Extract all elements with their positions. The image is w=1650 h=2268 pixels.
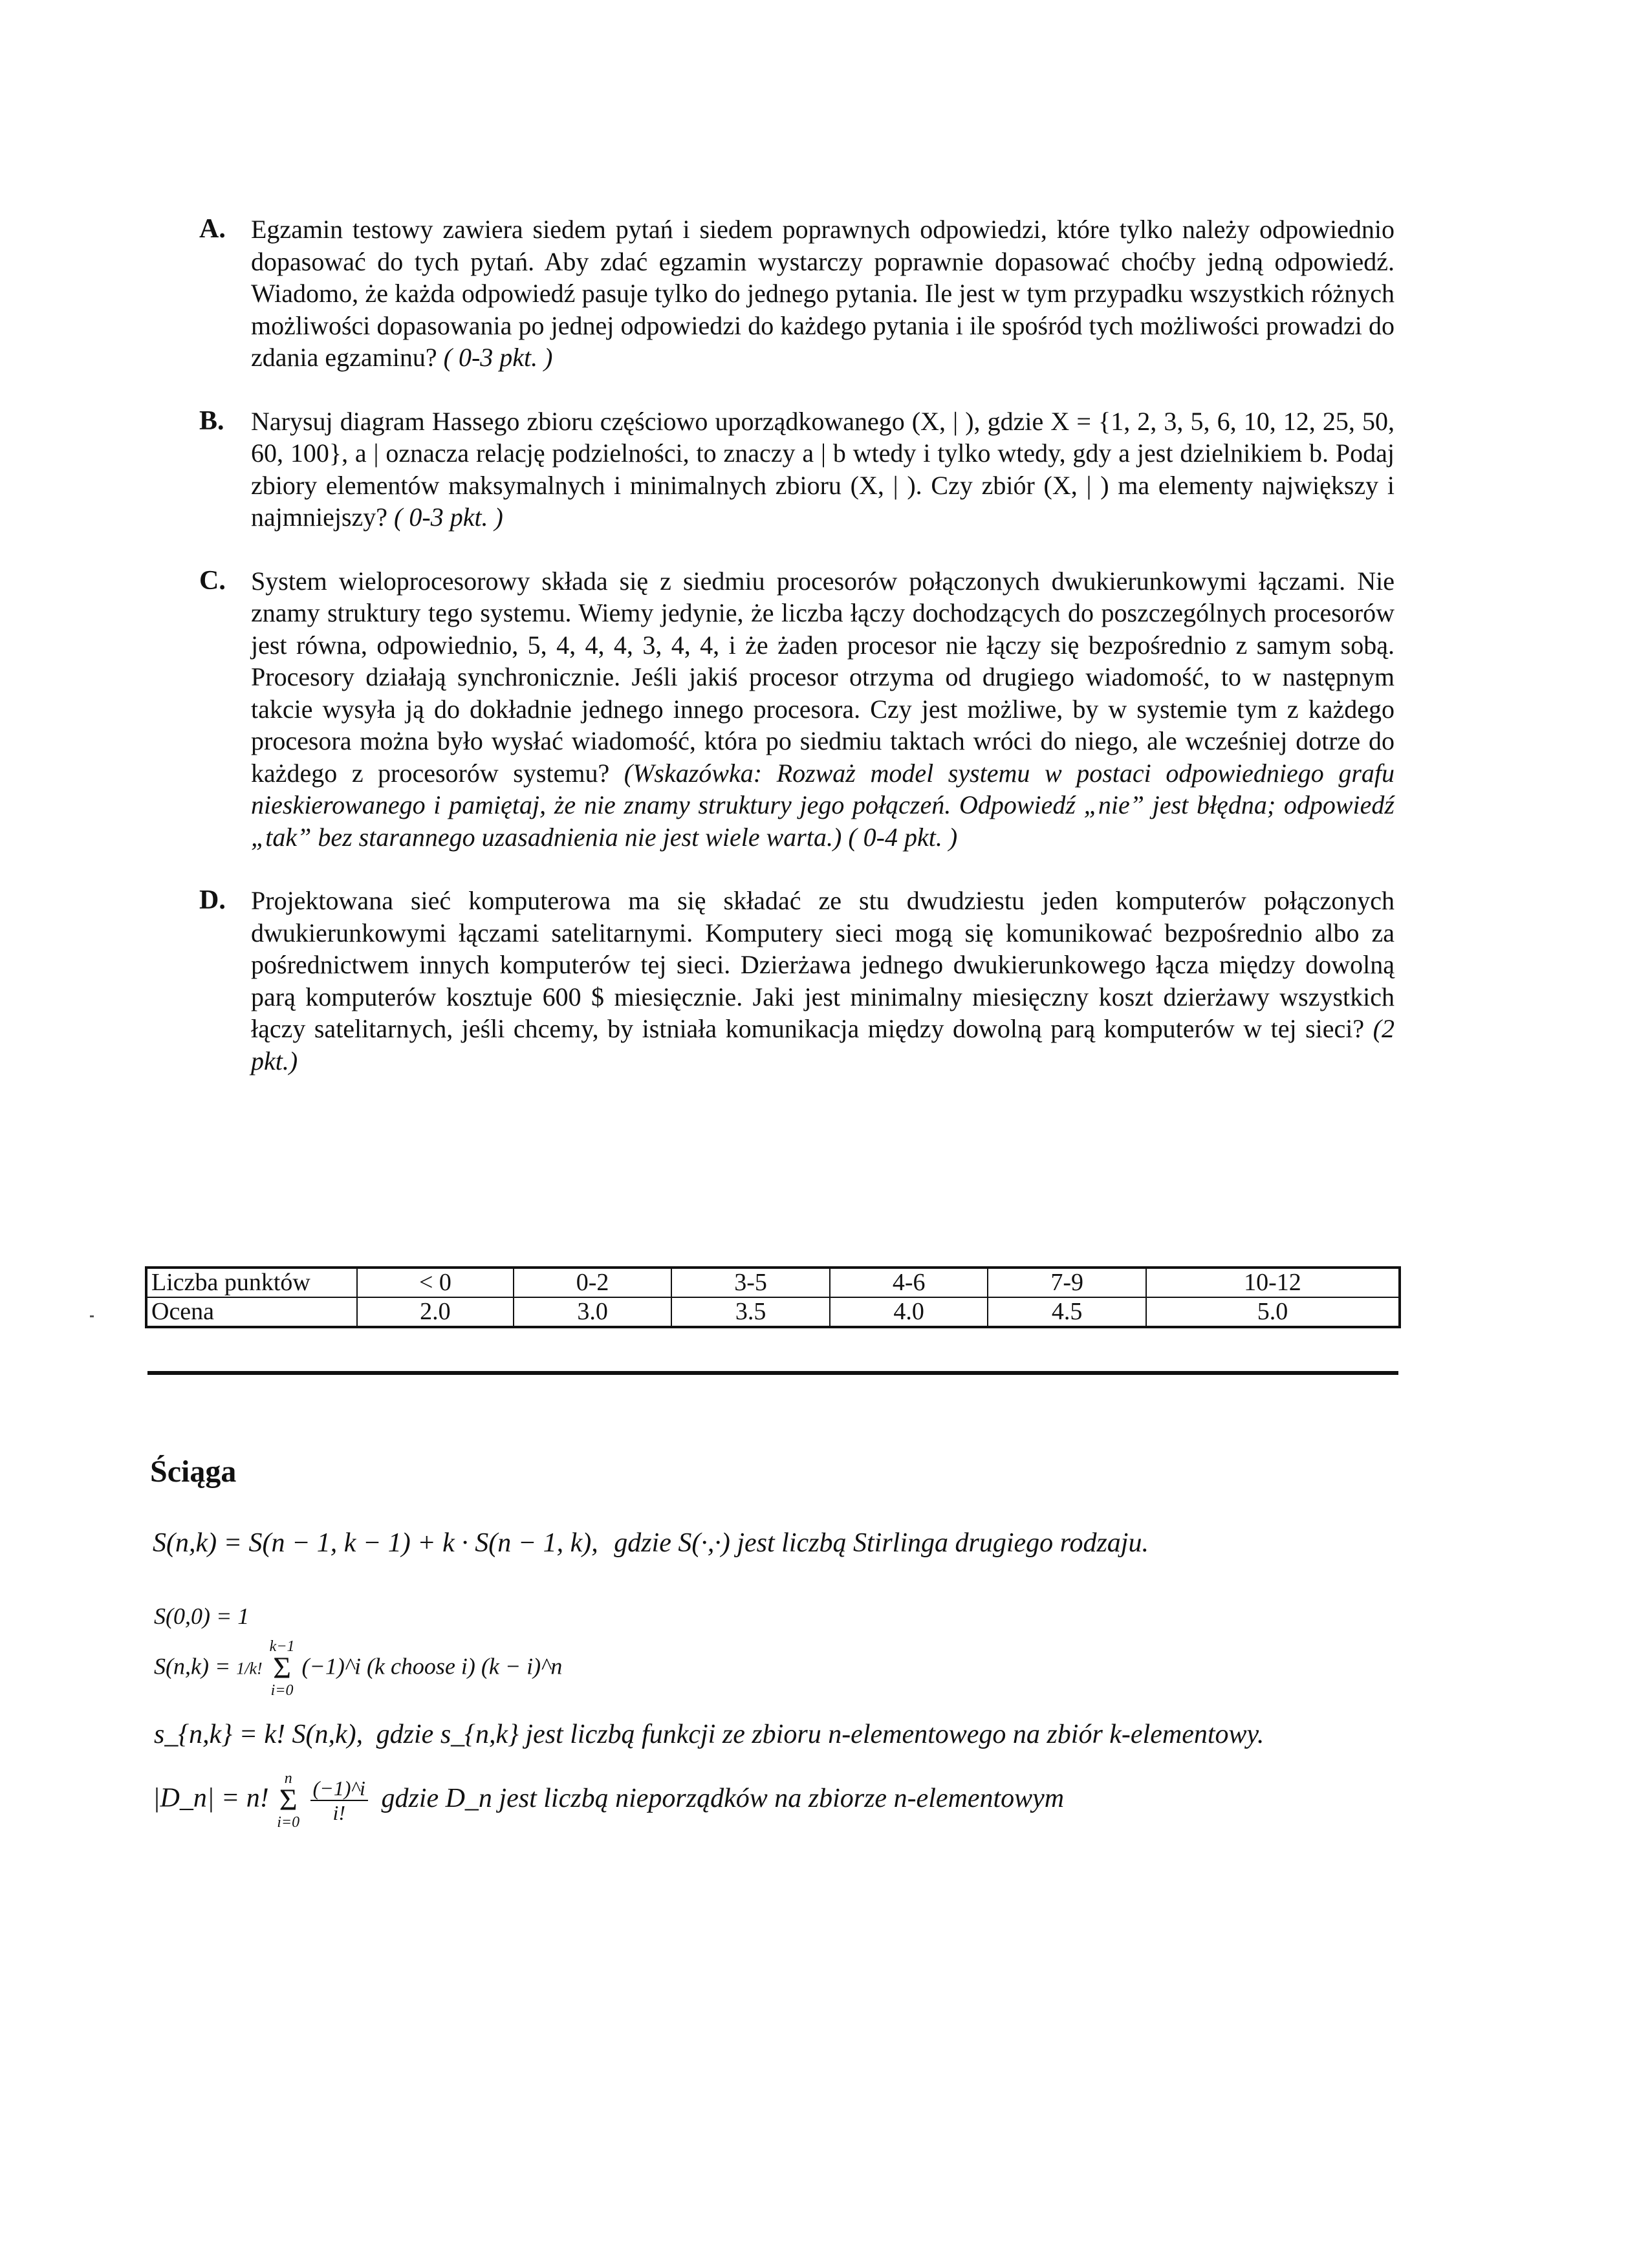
derangement-formula [153, 1771, 1064, 1830]
table-cell: 4.0 [830, 1297, 988, 1327]
fraction [310, 1777, 368, 1824]
problem-letter: B. [199, 405, 224, 436]
surjection-formula [154, 1719, 1264, 1750]
stirling-base: S(0,0) = 1 [154, 1603, 250, 1629]
problem-text [251, 213, 1395, 374]
table-cell: 5.0 [1146, 1297, 1400, 1327]
table-row-points [146, 1268, 1400, 1297]
problem-statement: Egzamin testowy zawiera siedem pytań i siedem poprawnych odpowiedzi, które tylko należy odpowiednio dopasować do tych pytań. Aby zdać egzamin wystarczy poprawnie dopasować choćby jedną odpowiedź. Wiadomo, że każda odpowiedź pasuje tylko do jednego pytania. Ile jest w tym przypadku wszystkich różnych możliwości dopasowania po jednej odpowiedzi do każdego pytania i ile spośród tych możliwości prowadzi do zdania egzaminu? [251, 215, 1395, 372]
formula-description: gdzie S(·,·) jest liczbą Stirlinga drugiego rodzaju. [614, 1528, 1149, 1558]
problem-list [199, 213, 1395, 1077]
problem-statement: Projektowana sieć komputerowa ma się składać ze stu dwudziestu jeden komputerów połączonych dwukierunkowymi łączami satelitarnymi. Komputery sieci mogą się komunikować bezpośrednio albo za pośrednictwem innych komputerów tej sieci. Dzierżawa jednego dwukierunkowego łącza między dowolną parą komputerów kosztuje 600 $ miesięcznie. Jaki jest minimalny miesięczny koszt dzierżawy wszystkich łączy satelitarnych, jeśli chcemy, by istniała komunikacja między dowolną parą komputerów w tej sieci? [251, 886, 1395, 1043]
problem-statement: Narysuj diagram Hassego zbioru częściowo uporządkowanego (X, | ), gdzie X = {1, 2, 3, 5, 6, 10, 12, 25, 50, 60, 100}, a | oznacza relację podzielności, to znaczy a | b wtedy i tylko wtedy, gdy a jest dzielnikiem b. Podaj zbiory elementów maksymalnych i minimalnych zbioru (X, | ). Czy zbiór (X, | ) ma elementy największy i najmniejszy? [251, 406, 1395, 532]
table-cell: 3.0 [514, 1297, 672, 1327]
sum-lower-limit: i=0 [277, 1814, 300, 1831]
cheat-sheet-title: Ściąga [150, 1454, 237, 1489]
problem-a [199, 213, 1395, 374]
table-cell: 3-5 [671, 1268, 830, 1297]
sigma-icon: Σ [279, 1783, 298, 1817]
table-cell: 4-6 [830, 1268, 988, 1297]
problem-letter: A. [199, 214, 226, 244]
problem-d [199, 885, 1395, 1077]
table-cell: 0-2 [514, 1268, 672, 1297]
problem-c [199, 565, 1395, 854]
problem-points: ( 0-3 pkt. ) [394, 502, 503, 532]
table-header-cell: Liczba punktów [146, 1268, 357, 1297]
problem-letter: D. [199, 885, 226, 915]
table-cell: 4.5 [988, 1297, 1146, 1327]
table-cell: 3.5 [671, 1297, 830, 1327]
formula-term: (−1)^i (k choose i) (k − i)^n [301, 1653, 563, 1679]
problem-points: (2 pkt.) [251, 1014, 1395, 1075]
sum-symbol [277, 1771, 299, 1830]
sum-symbol [270, 1639, 295, 1698]
fraction-numerator: (−1)^i [310, 1777, 368, 1801]
stirling-recurrence [153, 1528, 1149, 1559]
fraction-denominator: i! [332, 1801, 346, 1824]
problem-letter: C. [199, 565, 226, 596]
problem-b [199, 405, 1395, 534]
stirling-explicit [154, 1639, 562, 1698]
sigma-icon: Σ [273, 1651, 292, 1685]
formula-lhs: S(n,k) = [154, 1653, 231, 1679]
table-row-grades [146, 1297, 1400, 1327]
table-cell: < 0 [357, 1268, 514, 1297]
problem-text [251, 885, 1395, 1077]
formula-lhs: |D_n| = n! [153, 1783, 269, 1813]
table-header-cell: Ocena [146, 1297, 357, 1327]
problem-points: ( 0-4 pkt. ) [848, 822, 958, 852]
formula-text: s_{n,k} = k! S(n,k), [154, 1720, 364, 1749]
problem-text [251, 405, 1395, 534]
formula-text: S(n,k) = S(n − 1, k − 1) + k · S(n − 1, k), [153, 1528, 598, 1558]
problem-points: ( 0-3 pkt. ) [443, 343, 553, 372]
table-cell: 7-9 [988, 1268, 1146, 1297]
sum-upper-limit: n [284, 1770, 292, 1787]
scan-speck [90, 1315, 94, 1317]
problem-text [251, 565, 1395, 854]
formula-description: gdzie D_n jest liczbą nieporządków na zbiorze n-elementowym [381, 1783, 1065, 1813]
grades-table [145, 1266, 1401, 1328]
section-divider [147, 1371, 1398, 1375]
table-cell: 2.0 [357, 1297, 514, 1327]
formula-coefficient: 1/k! [236, 1659, 263, 1678]
problem-statement: System wieloprocesorowy składa się z siedmiu procesorów połączonych dwukierunkowymi łączami. Nie znamy struktury tego systemu. Wiemy jedynie, że liczba łączy dochodzących do poszczególnych procesorów jest równa, odpowiednio, 5, 4, 4, 4, 3, 4, 4, i że żaden procesor nie łączy się bezpośrednio z samym sobą. Procesory działają synchronicznie. Jeśli jakiś procesor otrzyma od drugiego wiadomość, to w następnym takcie wysyła ją do dokładnie jednego innego procesora. Czy jest możliwe, by w systemie tym z każdego procesora można było wysłać wiadomość, która po siedmiu taktach wróci do niego, ale wcześniej dotrze do każdego z procesorów systemu? [251, 566, 1395, 788]
problem-hint: (Wskazówka: Rozważ model systemu w postaci odpowiedniego grafu nieskierowanego i pamiętaj, że nie znamy struktury jego połączeń. Odpowiedź „nie” jest błędna; odpowiedź „tak” bez starannego uzasadnienia nie jest wiele warta.) [251, 758, 1395, 852]
formula-description: gdzie s_{n,k} jest liczbą funkcji ze zbioru n-elementowego na zbiór k-elementowy. [376, 1720, 1265, 1749]
sum-upper-limit: k−1 [269, 1638, 295, 1655]
table-cell: 10-12 [1146, 1268, 1400, 1297]
sum-lower-limit: i=0 [270, 1682, 294, 1699]
